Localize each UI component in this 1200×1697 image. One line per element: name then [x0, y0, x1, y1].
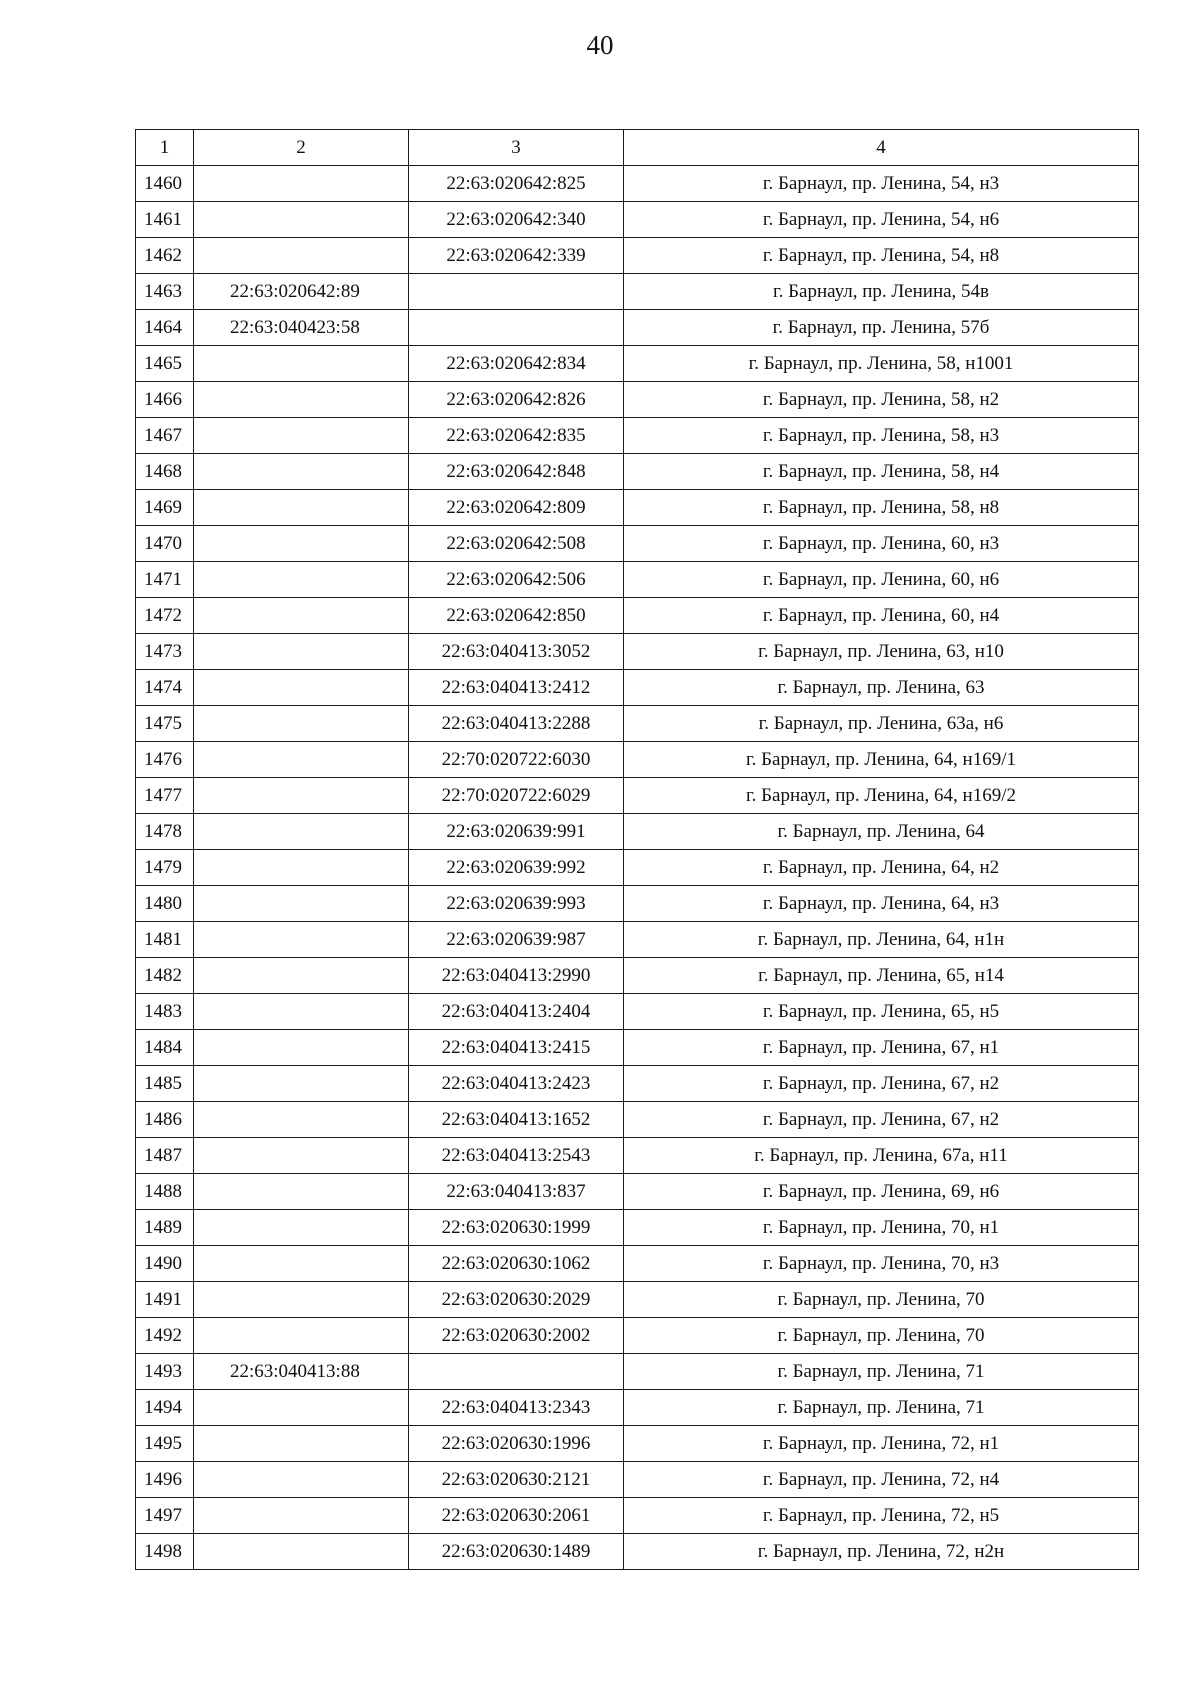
land-cadastral-number-cell: [194, 1282, 409, 1318]
address-cell: г. Барнаул, пр. Ленина, 70: [624, 1318, 1139, 1354]
table-row: [136, 526, 1139, 562]
building-cadastral-number-cell: 22:63:020642:834: [409, 346, 624, 382]
row-number-cell: 1490: [136, 1246, 194, 1282]
building-cadastral-number-cell: 22:63:040413:2990: [409, 958, 624, 994]
building-cadastral-number-cell: 22:63:040413:2423: [409, 1066, 624, 1102]
row-number-cell: 1462: [136, 238, 194, 274]
table-row: [136, 1462, 1139, 1498]
building-cadastral-number-cell: 22:63:020630:1999: [409, 1210, 624, 1246]
row-number-cell: 1491: [136, 1282, 194, 1318]
building-cadastral-number-cell: 22:63:020642:339: [409, 238, 624, 274]
address-cell: г. Барнаул, пр. Ленина, 65, н5: [624, 994, 1139, 1030]
address-cell: г. Барнаул, пр. Ленина, 64, н3: [624, 886, 1139, 922]
row-number-cell: 1484: [136, 1030, 194, 1066]
address-cell: г. Барнаул, пр. Ленина, 54, н6: [624, 202, 1139, 238]
address-cell: г. Барнаул, пр. Ленина, 70, н3: [624, 1246, 1139, 1282]
row-number-cell: 1486: [136, 1102, 194, 1138]
table-row: [136, 994, 1139, 1030]
land-cadastral-number-cell: [194, 418, 409, 454]
land-cadastral-number-cell: [194, 778, 409, 814]
address-cell: г. Барнаул, пр. Ленина, 60, н3: [624, 526, 1139, 562]
land-cadastral-number-cell: 22:63:020642:89: [194, 274, 409, 310]
land-cadastral-number-cell: [194, 382, 409, 418]
land-cadastral-number-cell: 22:63:040413:88: [194, 1354, 409, 1390]
row-number-cell: 1494: [136, 1390, 194, 1426]
row-number-cell: 1492: [136, 1318, 194, 1354]
table-row: [136, 1138, 1139, 1174]
address-cell: г. Барнаул, пр. Ленина, 70, н1: [624, 1210, 1139, 1246]
address-cell: г. Барнаул, пр. Ленина, 58, н8: [624, 490, 1139, 526]
building-cadastral-number-cell: 22:63:020642:825: [409, 166, 624, 202]
row-number-cell: 1489: [136, 1210, 194, 1246]
table-row: [136, 1534, 1139, 1570]
row-number-cell: 1478: [136, 814, 194, 850]
row-number-cell: 1473: [136, 634, 194, 670]
row-number-cell: 1467: [136, 418, 194, 454]
row-number-cell: 1475: [136, 706, 194, 742]
land-cadastral-number-cell: [194, 994, 409, 1030]
land-cadastral-number-cell: [194, 238, 409, 274]
table-row: [136, 1246, 1139, 1282]
building-cadastral-number-cell: 22:63:020639:987: [409, 922, 624, 958]
address-cell: г. Барнаул, пр. Ленина, 67, н1: [624, 1030, 1139, 1066]
row-number-cell: 1481: [136, 922, 194, 958]
table-row: [136, 202, 1139, 238]
table-row: [136, 1066, 1139, 1102]
land-cadastral-number-cell: [194, 346, 409, 382]
building-cadastral-number-cell: 22:63:020639:992: [409, 850, 624, 886]
row-number-cell: 1485: [136, 1066, 194, 1102]
table-row: [136, 634, 1139, 670]
building-cadastral-number-cell: 22:63:020642:835: [409, 418, 624, 454]
row-number-cell: 1487: [136, 1138, 194, 1174]
building-cadastral-number-cell: 22:63:040413:2343: [409, 1390, 624, 1426]
building-cadastral-number-cell: 22:63:040413:2543: [409, 1138, 624, 1174]
table-row: [136, 418, 1139, 454]
address-cell: г. Барнаул, пр. Ленина, 58, н2: [624, 382, 1139, 418]
table-row: [136, 1282, 1139, 1318]
table-row: [136, 850, 1139, 886]
address-cell: г. Барнаул, пр. Ленина, 72, н4: [624, 1462, 1139, 1498]
table-row: [136, 706, 1139, 742]
building-cadastral-number-cell: 22:63:040413:3052: [409, 634, 624, 670]
table-row: [136, 958, 1139, 994]
address-cell: г. Барнаул, пр. Ленина, 58, н4: [624, 454, 1139, 490]
land-cadastral-number-cell: [194, 490, 409, 526]
land-cadastral-number-cell: [194, 1174, 409, 1210]
building-cadastral-number-cell: 22:63:020630:2061: [409, 1498, 624, 1534]
table-row: [136, 598, 1139, 634]
land-cadastral-number-cell: [194, 742, 409, 778]
address-cell: г. Барнаул, пр. Ленина, 64, н2: [624, 850, 1139, 886]
row-number-cell: 1466: [136, 382, 194, 418]
row-number-cell: 1461: [136, 202, 194, 238]
land-cadastral-number-cell: [194, 1030, 409, 1066]
table-row: [136, 1102, 1139, 1138]
land-cadastral-number-cell: 22:63:040423:58: [194, 310, 409, 346]
table-row: [136, 670, 1139, 706]
table-row: [136, 382, 1139, 418]
land-cadastral-number-cell: [194, 958, 409, 994]
land-cadastral-number-cell: [194, 1138, 409, 1174]
building-cadastral-number-cell: 22:63:020639:993: [409, 886, 624, 922]
address-cell: г. Барнаул, пр. Ленина, 67, н2: [624, 1102, 1139, 1138]
table-row: [136, 490, 1139, 526]
address-cell: г. Барнаул, пр. Ленина, 70: [624, 1282, 1139, 1318]
land-cadastral-number-cell: [194, 1498, 409, 1534]
land-cadastral-number-cell: [194, 598, 409, 634]
row-number-cell: 1497: [136, 1498, 194, 1534]
table-row: [136, 166, 1139, 202]
row-number-cell: 1472: [136, 598, 194, 634]
address-cell: г. Барнаул, пр. Ленина, 54, н3: [624, 166, 1139, 202]
address-cell: г. Барнаул, пр. Ленина, 63а, н6: [624, 706, 1139, 742]
table-row: [136, 238, 1139, 274]
table-row: [136, 1426, 1139, 1462]
row-number-cell: 1482: [136, 958, 194, 994]
building-cadastral-number-cell: 22:63:040413:1652: [409, 1102, 624, 1138]
building-cadastral-number-cell: 22:63:020630:1996: [409, 1426, 624, 1462]
building-cadastral-number-cell: 22:63:020630:1062: [409, 1246, 624, 1282]
row-number-cell: 1483: [136, 994, 194, 1030]
table-body: [136, 166, 1139, 1570]
land-cadastral-number-cell: [194, 634, 409, 670]
land-cadastral-number-cell: [194, 1426, 409, 1462]
building-cadastral-number-cell: 22:63:020642:340: [409, 202, 624, 238]
address-cell: г. Барнаул, пр. Ленина, 67, н2: [624, 1066, 1139, 1102]
table-header-row: [136, 130, 1139, 166]
land-cadastral-number-cell: [194, 454, 409, 490]
building-cadastral-number-cell: 22:70:020722:6029: [409, 778, 624, 814]
building-cadastral-number-cell: 22:70:020722:6030: [409, 742, 624, 778]
row-number-cell: 1496: [136, 1462, 194, 1498]
building-cadastral-number-cell: 22:63:040413:2415: [409, 1030, 624, 1066]
building-cadastral-number-cell: [409, 1354, 624, 1390]
address-cell: г. Барнаул, пр. Ленина, 58, н3: [624, 418, 1139, 454]
building-cadastral-number-cell: 22:63:020642:850: [409, 598, 624, 634]
page-number: 40: [586, 30, 614, 60]
address-cell: г. Барнаул, пр. Ленина, 65, н14: [624, 958, 1139, 994]
address-cell: г. Барнаул, пр. Ленина, 60, н6: [624, 562, 1139, 598]
row-number-cell: 1464: [136, 310, 194, 346]
building-cadastral-number-cell: 22:63:020642:826: [409, 382, 624, 418]
table-row: [136, 1498, 1139, 1534]
row-number-cell: 1460: [136, 166, 194, 202]
address-cell: г. Барнаул, пр. Ленина, 54в: [624, 274, 1139, 310]
row-number-cell: 1480: [136, 886, 194, 922]
address-cell: г. Барнаул, пр. Ленина, 63: [624, 670, 1139, 706]
column-header-4: 4: [624, 130, 1139, 166]
address-cell: г. Барнаул, пр. Ленина, 64, н169/2: [624, 778, 1139, 814]
building-cadastral-number-cell: 22:63:020639:991: [409, 814, 624, 850]
table-row: [136, 1354, 1139, 1390]
building-cadastral-number-cell: 22:63:020630:2029: [409, 1282, 624, 1318]
column-header-1: 1: [136, 130, 194, 166]
land-cadastral-number-cell: [194, 706, 409, 742]
land-cadastral-number-cell: [194, 1462, 409, 1498]
building-cadastral-number-cell: 22:63:040413:2412: [409, 670, 624, 706]
address-cell: г. Барнаул, пр. Ленина, 69, н6: [624, 1174, 1139, 1210]
building-cadastral-number-cell: 22:63:020630:2121: [409, 1462, 624, 1498]
row-number-cell: 1476: [136, 742, 194, 778]
property-table: [135, 129, 1139, 1570]
land-cadastral-number-cell: [194, 562, 409, 598]
row-number-cell: 1498: [136, 1534, 194, 1570]
table-row: [136, 346, 1139, 382]
table-row: [136, 310, 1139, 346]
table-row: [136, 562, 1139, 598]
address-cell: г. Барнаул, пр. Ленина, 54, н8: [624, 238, 1139, 274]
building-cadastral-number-cell: [409, 274, 624, 310]
building-cadastral-number-cell: 22:63:020630:1489: [409, 1534, 624, 1570]
table-row: [136, 742, 1139, 778]
land-cadastral-number-cell: [194, 526, 409, 562]
land-cadastral-number-cell: [194, 1066, 409, 1102]
building-cadastral-number-cell: 22:63:040413:837: [409, 1174, 624, 1210]
building-cadastral-number-cell: 22:63:020642:508: [409, 526, 624, 562]
column-header-2: 2: [194, 130, 409, 166]
address-cell: г. Барнаул, пр. Ленина, 63, н10: [624, 634, 1139, 670]
building-cadastral-number-cell: 22:63:040413:2288: [409, 706, 624, 742]
table-row: [136, 814, 1139, 850]
row-number-cell: 1465: [136, 346, 194, 382]
land-cadastral-number-cell: [194, 1246, 409, 1282]
land-cadastral-number-cell: [194, 670, 409, 706]
address-cell: г. Барнаул, пр. Ленина, 67а, н11: [624, 1138, 1139, 1174]
row-number-cell: 1468: [136, 454, 194, 490]
table-row: [136, 922, 1139, 958]
address-cell: г. Барнаул, пр. Ленина, 58, н1001: [624, 346, 1139, 382]
land-cadastral-number-cell: [194, 886, 409, 922]
address-cell: г. Барнаул, пр. Ленина, 64: [624, 814, 1139, 850]
row-number-cell: 1488: [136, 1174, 194, 1210]
building-cadastral-number-cell: 22:63:020642:506: [409, 562, 624, 598]
building-cadastral-number-cell: 22:63:020642:848: [409, 454, 624, 490]
land-cadastral-number-cell: [194, 1390, 409, 1426]
land-cadastral-number-cell: [194, 202, 409, 238]
address-cell: г. Барнаул, пр. Ленина, 60, н4: [624, 598, 1139, 634]
land-cadastral-number-cell: [194, 1534, 409, 1570]
table-row: [136, 1390, 1139, 1426]
address-cell: г. Барнаул, пр. Ленина, 57б: [624, 310, 1139, 346]
row-number-cell: 1463: [136, 274, 194, 310]
address-cell: г. Барнаул, пр. Ленина, 72, н2н: [624, 1534, 1139, 1570]
land-cadastral-number-cell: [194, 814, 409, 850]
building-cadastral-number-cell: 22:63:020630:2002: [409, 1318, 624, 1354]
table-row: [136, 778, 1139, 814]
row-number-cell: 1471: [136, 562, 194, 598]
address-cell: г. Барнаул, пр. Ленина, 72, н5: [624, 1498, 1139, 1534]
column-header-3: 3: [409, 130, 624, 166]
table-row: [136, 1174, 1139, 1210]
land-cadastral-number-cell: [194, 850, 409, 886]
table-row: [136, 274, 1139, 310]
address-cell: г. Барнаул, пр. Ленина, 64, н169/1: [624, 742, 1139, 778]
address-cell: г. Барнаул, пр. Ленина, 72, н1: [624, 1426, 1139, 1462]
row-number-cell: 1470: [136, 526, 194, 562]
building-cadastral-number-cell: 22:63:020642:809: [409, 490, 624, 526]
row-number-cell: 1493: [136, 1354, 194, 1390]
address-cell: г. Барнаул, пр. Ленина, 64, н1н: [624, 922, 1139, 958]
building-cadastral-number-cell: [409, 310, 624, 346]
table-row: [136, 1210, 1139, 1246]
row-number-cell: 1495: [136, 1426, 194, 1462]
land-cadastral-number-cell: [194, 1318, 409, 1354]
address-cell: г. Барнаул, пр. Ленина, 71: [624, 1390, 1139, 1426]
land-cadastral-number-cell: [194, 166, 409, 202]
row-number-cell: 1469: [136, 490, 194, 526]
table-row: [136, 1030, 1139, 1066]
row-number-cell: 1477: [136, 778, 194, 814]
building-cadastral-number-cell: 22:63:040413:2404: [409, 994, 624, 1030]
land-cadastral-number-cell: [194, 922, 409, 958]
land-cadastral-number-cell: [194, 1102, 409, 1138]
row-number-cell: 1474: [136, 670, 194, 706]
table-row: [136, 886, 1139, 922]
table-row: [136, 454, 1139, 490]
land-cadastral-number-cell: [194, 1210, 409, 1246]
row-number-cell: 1479: [136, 850, 194, 886]
address-cell: г. Барнаул, пр. Ленина, 71: [624, 1354, 1139, 1390]
table-row: [136, 1318, 1139, 1354]
